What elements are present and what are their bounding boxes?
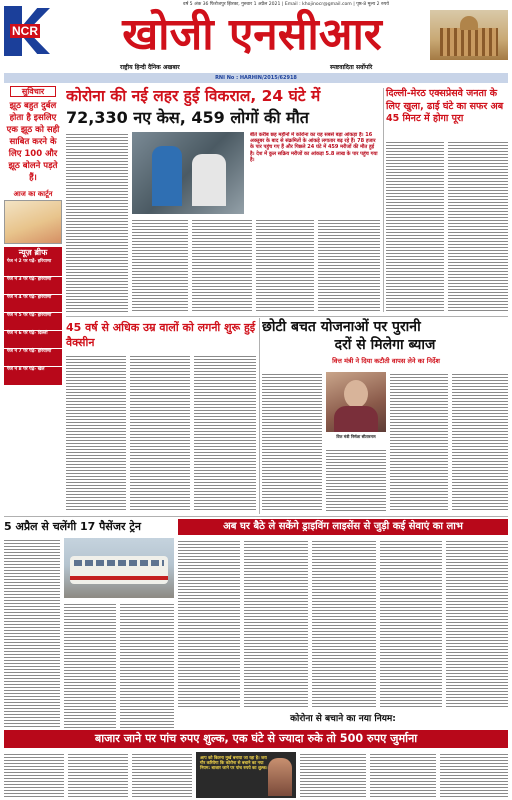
tagline-right: स्पष्टवादिता सर्वोपरि — [330, 64, 373, 71]
rni-number: RNI No : HARHIN/2015/62918 — [215, 75, 297, 81]
lead-subhead: बीते करीब छह महीनों में कोरोना का यह सबसे बड़ा आंकड़ा है। 16 अक्तूबर के बाद से संक्रमितों के आंकड़े लगातार बढ़ रहे हैं। 78 हजार के पार पहुंच गए हैं और पिछले 24 घंटे में 459 मरीजों की मौत हुई है। देश में कुल सक्रिय मरीजों का आंकड़ा 5.8 लाख के पार पहुंच गया है। — [250, 132, 378, 163]
lead-article-col4 — [256, 218, 314, 312]
train-article-col2 — [64, 602, 116, 728]
train-photo — [64, 538, 174, 598]
vaccine-article-col3 — [194, 354, 256, 512]
savings-subhead: वित्त मंत्री ने दिया कटौती वापस लेने का निर्देश — [300, 356, 472, 367]
vaccine-headline: 45 वर्ष से अधिक उम्र वालों को लगनी शुरू हुई वैक्सीन — [66, 321, 256, 349]
column-divider — [383, 88, 384, 312]
lead-article-col1 — [66, 132, 128, 312]
market-article-col4 — [300, 752, 366, 798]
header-building-photo — [430, 10, 508, 60]
savings-headline-line1: छोटी बचत योजनाओं पर पुरानी — [262, 319, 421, 335]
sidebar-item-page-4[interactable]: पेज नं 4 पर पढ़ें- हरियाणा — [4, 295, 62, 313]
lead-headline-line1: कोरोना की नई लहर हुई विकराल, 24 घंटे में — [66, 87, 321, 105]
market-article-col3 — [132, 752, 192, 798]
finance-photo-caption: वित्त मंत्री निर्मला सीतारमण — [336, 434, 376, 439]
sidebar-item-page-5[interactable]: पेज नं 5 पर पढ़ें- हरियाणा — [4, 313, 62, 331]
quote-title: सुविचार — [10, 86, 56, 97]
sidebar-item-page-6[interactable]: पेज नं 6 पर पढ़ें- दिल्ली — [4, 331, 62, 349]
expressway-headline: दिल्ली-मेरठ एक्सप्रेसवे जनता के लिए खुला, ढाई घंटे का सफर अब 45 मिनट में होगा पूरा — [386, 88, 504, 124]
train-article-col3 — [120, 602, 174, 728]
license-article-col1 — [178, 539, 240, 709]
quote-text: झूठ बहुत दुर्बल होता है इसलिए एक झूठ को सही साबित करने के लिए 100 और झूठ बोलने पड़ते हैं। — [6, 101, 60, 183]
sidebar-item-page-2[interactable]: पेज नं 2 पर पढ़ें- हरियाणा — [4, 259, 62, 277]
savings-headline-line2: दरों से मिलेगा ब्याज — [334, 337, 436, 353]
newspaper-title: खोजी एनसीआर — [122, 9, 382, 60]
market-banner: बाजार जाने पर पांच रुपए शुल्क, एक घंटे से ज्यादा रुके तो 500 रुपए जुर्माना — [4, 730, 508, 748]
sidebar-item-page-7[interactable]: पेज नं 7 पर पढ़ें- हरियाणा — [4, 349, 62, 367]
lead-vaccination-photo — [132, 132, 244, 214]
logo-ncr-text: NCR — [12, 24, 38, 38]
sidebar-item-page-3[interactable]: पेज नं 3 पर पढ़ें- हरियाणा — [4, 277, 62, 295]
savings-article-col3 — [390, 372, 448, 512]
savings-article-col4 — [452, 372, 508, 512]
news-brief-list — [4, 259, 62, 385]
corona-rule-strip: कोरोना से बचाने का नया नियम: — [290, 714, 396, 724]
sidebar — [4, 86, 62, 516]
news-brief-title: न्यूज़ ब्रीफ — [4, 247, 62, 259]
market-article-col6 — [440, 752, 508, 798]
lead-article-col3 — [192, 218, 252, 312]
lead-article-col2 — [132, 218, 188, 312]
expressway-article-col1 — [386, 140, 444, 312]
market-photo — [196, 752, 296, 798]
license-article-col5 — [446, 539, 508, 709]
train-headline: 5 अप्रैल से चलेंगी 17 पैसेंजर ट्रेन — [4, 520, 141, 533]
vaccine-article-col1 — [66, 354, 126, 512]
market-photo-text: आप को कितना मुर्ख बनाया जा रहा है। जरा गौर करियेगा कि कोरोना से बचाने का नया नियम: बाजार जाने पर पांच रुपये का शुल्क। — [200, 755, 268, 771]
market-article-col1 — [4, 752, 64, 798]
ncr-logo — [4, 6, 50, 56]
cartoon-image — [4, 200, 62, 244]
lead-article-col5 — [318, 218, 380, 312]
market-article-col5 — [370, 752, 436, 798]
finance-minister-photo — [326, 372, 386, 432]
license-article-col4 — [380, 539, 442, 709]
expressway-article-col2 — [448, 140, 508, 312]
savings-article-col1 — [262, 372, 322, 512]
tagline-left: राष्ट्रीय हिन्दी दैनिक अखबार — [120, 64, 180, 71]
train-article-col1 — [4, 538, 60, 728]
cartoon-title: आज का कार्टून — [13, 190, 53, 198]
savings-article-col2 — [326, 448, 386, 512]
top-info-bar: वर्ष 5 अंक 36 फिरोजपुर झिरका, गुरुवार 1 अप्रैल 2021 | Email : khojinocr@gmail.com | पृष्ठ-8 मूल्य 2 रुपये — [183, 2, 389, 7]
sidebar-item-page-8[interactable]: पेज नं 8 पर पढ़ें- खेल — [7, 367, 45, 372]
license-article-col3 — [312, 539, 376, 709]
market-article-col2 — [68, 752, 128, 798]
license-banner: अब घर बैठे ले सकेंगे ड्राइविंग लाइसेंस से जुड़ी कई सेवाएं का लाभ — [178, 519, 508, 535]
license-article-col2 — [244, 539, 308, 709]
lead-headline-line2: 72,330 नए केस, 459 लोगों की मौत — [66, 108, 309, 127]
vaccine-article-col2 — [130, 354, 190, 512]
